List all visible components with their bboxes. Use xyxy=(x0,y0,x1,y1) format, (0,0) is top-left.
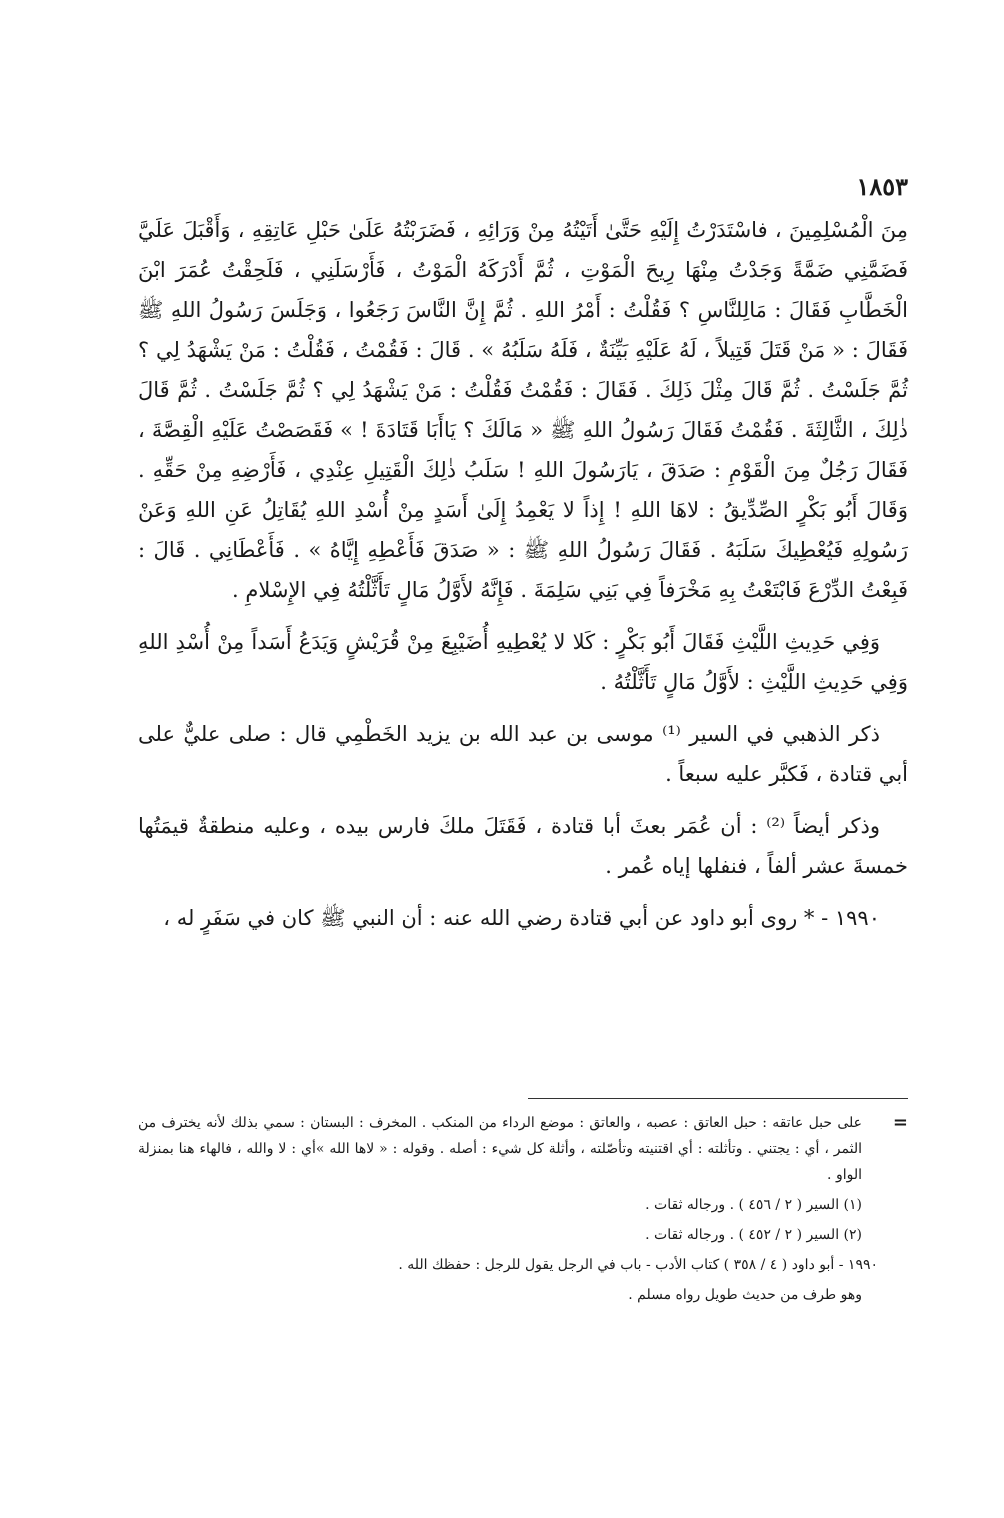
continuation-mark: = xyxy=(892,1112,908,1133)
hadith-1990-paragraph: ١٩٩٠ - * روى أبو داود عن أبي قتادة رضي الله عنه : أن النبي ﷺ كان في سَفَرٍ له ، xyxy=(163,906,880,930)
footnote-2: (٢) السير ( ٢ / ٤٥٢ ) . ورجاله ثقات . xyxy=(645,1227,862,1243)
umar-paragraph: وذكر أيضاً ⁽²⁾ : أن عُمَر بعثَ أبا قتادة ، فَقَتَلَ ملكَ فارس بيده ، وعليه منطقةٌ قيمَتُها خمسةَ عشر ألفاً ، فنفلها إياه عُمر . xyxy=(138,814,908,878)
footnote-1: (١) السير ( ٢ / ٤٥٦ ) . ورجاله ثقات . xyxy=(645,1197,862,1213)
footnotes xyxy=(138,1110,908,1308)
footnote-1990: ١٩٩٠ - أبو داود ( ٤ / ٣٥٨ ) كتاب الأدب - باب في الرجل يقول للرجل : حفظك الله . xyxy=(398,1257,878,1273)
dhahabi-paragraph: ذكر الذهبي في السير ⁽¹⁾ موسى بن عبد الله بن يزيد الخَطْمِي قال : صلى عليٌّ على أبي قتادة ، فَكبَّر عليه سبعاً . xyxy=(138,722,908,786)
footnote-divider xyxy=(528,1098,908,1099)
lays-narration-paragraph: وَفِي حَدِيثِ اللَّيْثِ فَقَالَ أَبُو بَكْرٍ : كَلا لا يُعْطِيهِ أُضَيْبِعَ مِنْ قُرَيْشٍ وَيَدَعُ أَسَداً مِنْ أُسْدِ اللهِ وَفِي حَدِيثِ اللَّيْثِ : لأَوَّلُ مَالٍ تَأَثَّلْتُهُ . xyxy=(138,630,908,694)
footnote-1990-note: وهو طرف من حديث طويل رواه مسلم . xyxy=(628,1287,862,1303)
main-text xyxy=(138,210,908,938)
footnote-continued xyxy=(138,1110,908,1188)
footnote-continued-text: على حبل عاتقه : حبل العاتق : عصبه ، والعاتق : موضع الرداء من المنكب . المخرف : البستان : سمي بذلك لأنه يخترف من الثمر ، أي : يجتني . وتأثلته : أي اقتنيته وتأصّلته ، وأثلة كل شيء : أصله . وقوله : « لاها الله »أي : لا والله ، فالهاء هنا بمنزلة الواو . xyxy=(138,1115,862,1183)
page-number: ١٨٥٣ xyxy=(856,172,908,201)
hadith-paragraph: مِنَ الْمُسْلِمِينَ ، فاسْتَدَرْتُ إِلَيْهِ حَتَّىٰ أَتَيْتُهُ مِنْ وَرَائِهِ ، فَضَرَبْتُهُ عَلَىٰ حَبْلِ عَاتِقِهِ ، وَأَقْبَلَ عَلَيَّ فَضَمَّنِي ضَمَّةً وَجَدْتُ مِنْهَا رِيحَ الْمَوْتِ ، ثُمَّ أَدْرَكَهُ الْمَوْتُ ، فَأَرْسَلَنِي ، فَلَحِقْتُ عُمَرَ ابْنَ الْخَطَّابِ فَقَالَ : مَالِلنَّاسِ ؟ فَقُلْتُ : أَمْرُ اللهِ . ثُمَّ إِنَّ النَّاسَ رَجَعُوا ، وَجَلَسَ رَسُولُ اللهِ ﷺ فَقَالَ : « مَنْ قَتَلَ قَتِيلاً ، لَهُ عَلَيْهِ بَيِّنَةٌ ، فَلَهُ سَلَبُهُ » . قَالَ : فَقُمْتُ ، فَقُلْتُ : مَنْ يَشْهَدُ لِي ؟ ثُمَّ جَلَسْتُ . ثُمَّ قَالَ مِثْلَ ذَلِكَ . فَقَالَ : فَقُمْتُ فَقُلْتُ : مَنْ يَشْهَدُ لِي ؟ ثُمَّ جَلَسْتُ . ثُمَّ قَالَ ذٰلِكَ ، الثَّالِثَةَ . فَقُمْتُ فَقَالَ رَسُولُ اللهِ ﷺ « مَالَكَ ؟ يَاأَبَا قَتَادَةَ ! » فَقَصَصْتُ عَلَيْهِ الْقِصَّةَ ، فَقَالَ رَجُلٌ مِنَ الْقَوْمِ : صَدَقَ ، يَارَسُولَ اللهِ ! سَلَبُ ذٰلِكَ الْقَتِيلِ عِنْدِي ، فَأَرْضِهِ مِنْ حَقِّهِ . وَقَالَ أَبُو بَكْرٍ الصِّدِّيقُ : لاهَا اللهِ ! إِذاً لا يَعْمِدُ إِلَىٰ أَسَدٍ مِنْ أُسْدِ اللهِ يُقَاتِلُ عَنِ اللهِ وَعَنْ رَسُولِهِ فَيُعْطِيكَ سَلَبَهُ . فَقَالَ رَسُولُ اللهِ ﷺ : « صَدَقَ فَأَعْطِهِ إِيَّاهُ » . فَأَعْطَانِي . قَالَ : فَبِعْتُ الدِّرْعَ فَابْتَعْتُ بِهِ مَخْرَفاً فِي بَنِي سَلِمَةَ . فَإِنَّهُ لأَوَّلُ مَالٍ تَأَثَّلْتُهُ فِي الإِسْلامِ . xyxy=(138,218,908,602)
